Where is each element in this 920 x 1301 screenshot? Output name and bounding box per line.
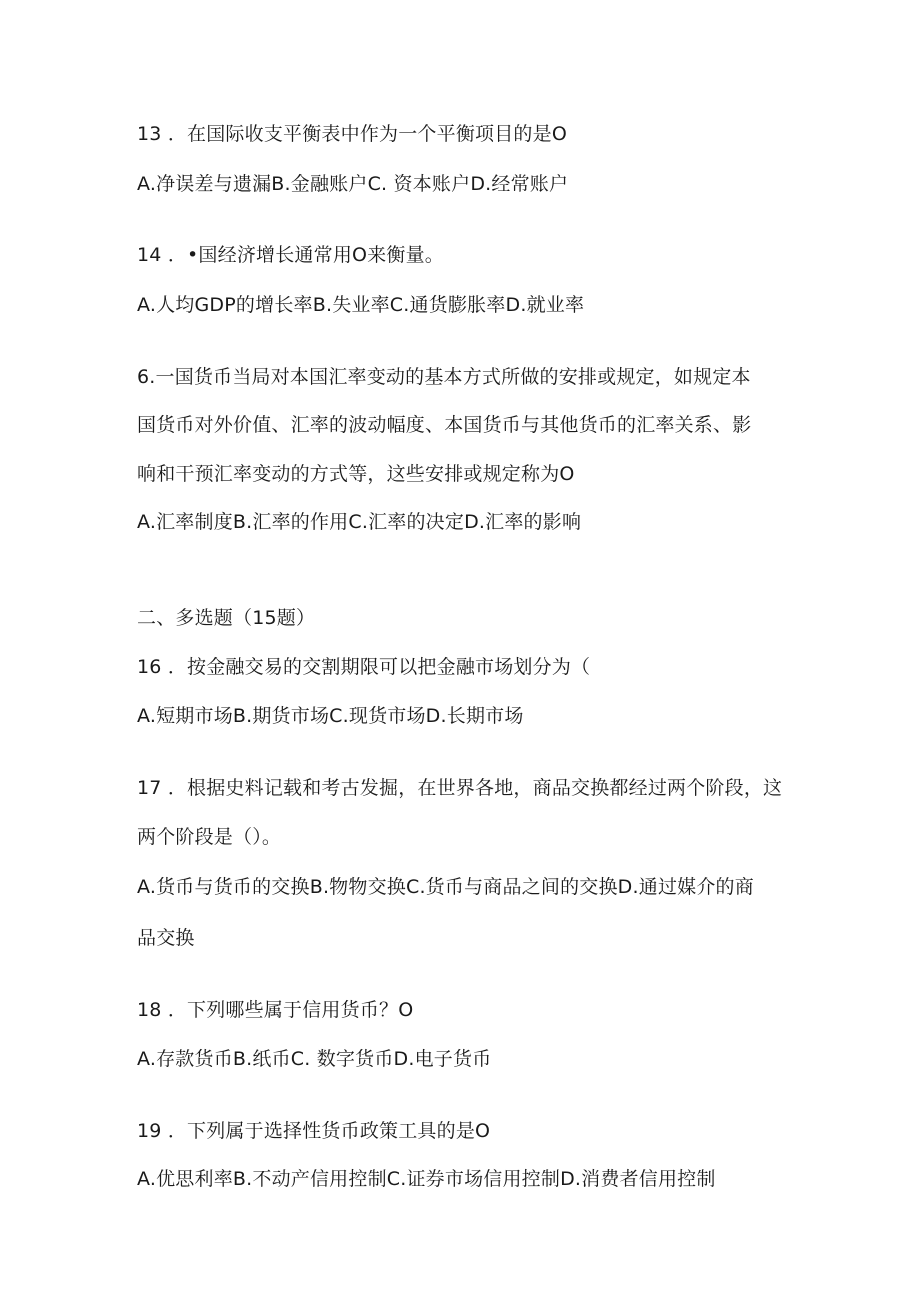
question-16-options: A.短期市场B.期货市场C.现货市场D.长期市场 xyxy=(137,705,524,727)
question-6-options: A.汇率制度B.汇率的作用C.汇率的决定D.汇率的影响 xyxy=(137,511,582,533)
section-heading: 二、多选题（15题） xyxy=(137,607,316,629)
question-19-stem: 19 ．下列属于选择性货币政策工具的是O xyxy=(137,1120,491,1142)
question-6-stem-line-3: 响和干预汇率变动的方式等，这些安排或规定称为O xyxy=(137,463,575,485)
question-13-stem: 13 ．在国际收支平衡表中作为一个平衡项目的是O xyxy=(137,123,567,145)
question-6-stem-line-2: 国货币对外价值、汇率的波动幅度、本国货币与其他货币的汇率关系、影 xyxy=(137,414,752,436)
question-16-stem: 16 ．按金融交易的交割期限可以把金融市场划分为（ xyxy=(137,656,591,678)
question-14-options: A.人均GDP的增长率B.失业率C.通货膨胀率D.就业率 xyxy=(137,294,585,316)
question-17-stem-line-1: 17 ．根据史料记载和考古发掘，在世界各地，商品交换都经过两个阶段，这 xyxy=(137,777,783,799)
question-17-options-line-2: 品交换 xyxy=(137,927,195,949)
question-19-options: A.优思利率B.不动产信用控制C.证券市场信用控制D.消费者信用控制 xyxy=(137,1168,716,1190)
question-13-options: A.净误差与遗漏B.金融账户C. 资本账户D.经常账户 xyxy=(137,173,569,195)
question-6-stem-line-1: 6.一国货币当局对本国汇率变动的基本方式所做的安排或规定，如规定本 xyxy=(137,366,751,388)
question-14-stem: 14 ．•国经济增长通常用O来衡量。 xyxy=(137,244,444,266)
question-17-stem-line-2: 两个阶段是（）。 xyxy=(137,826,282,848)
question-17-options-line-1: A.货币与货币的交换B.物物交换C.货币与商品之间的交换D.通过媒介的商 xyxy=(137,876,754,898)
question-18-stem: 18 ．下列哪些属于信用货币？O xyxy=(137,999,414,1021)
question-18-options: A.存款货币B.纸币C. 数字货币D.电子货币 xyxy=(137,1048,492,1070)
